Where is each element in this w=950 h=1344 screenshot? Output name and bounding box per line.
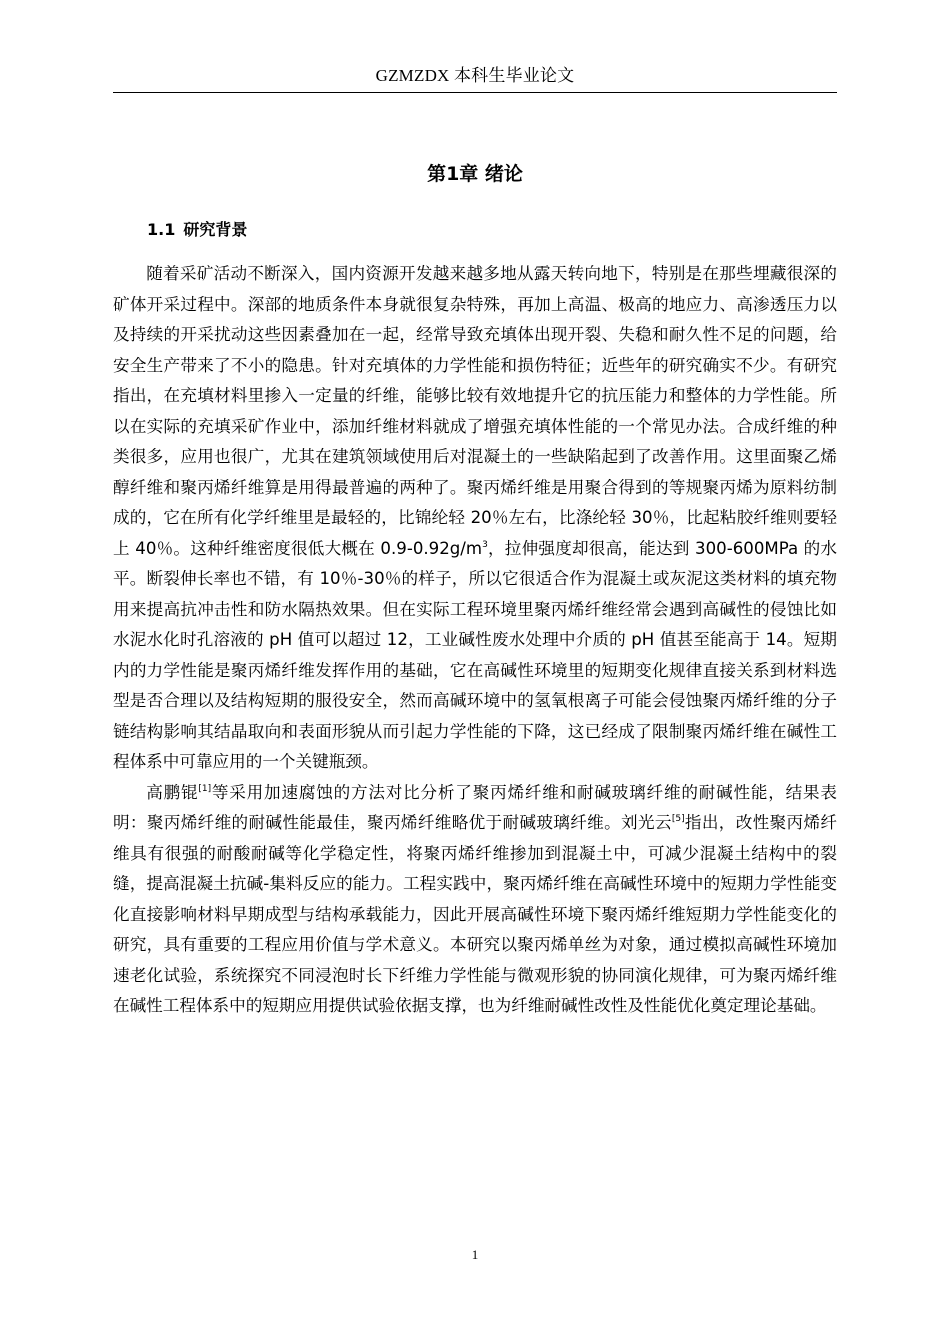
paragraph-1: [113, 259, 837, 778]
paragraph-2-part-b: 等采用加速腐蚀的方法对比分析了聚丙烯纤维和耐碱玻璃纤维的耐碱性能，结果表明：聚丙烯纤维的耐碱性能最佳，聚丙烯纤维略优于耐碱玻璃纤维。刘光云: [113, 782, 838, 832]
paragraph-2-part-c: 指出，改性聚丙烯纤维具有很强的耐酸耐碱等化学稳定性，将聚丙烯纤维掺加到混凝土中，可减少混凝土结构中的裂缝，提高混凝土抗碱-集料反应的能力。工程实践中，聚丙烯纤维在高碱性环境中的短期力学性能变化直接影响材料早期成型与结构承载能力，因此开展高碱性环境下聚丙烯纤维短期力学性能变化的研究，具有重要的工程应用价值与学术意义。本研究以聚丙烯单丝为对象，通过模拟高碱性环境加速老化试验，系统探究不同浸泡时长下纤维力学性能与微观形貌的协同演化规律，可为聚丙烯纤维在碱性工程体系中的短期应用提供试验依据支撑，也为纤维耐碱性改性及性能优化奠定理论基础。: [113, 813, 838, 1015]
body-text: [113, 259, 837, 1022]
citation-ref-1[interactable]: [1]: [198, 783, 212, 794]
paragraph-2: [113, 778, 837, 1022]
section-number: 1.1: [147, 220, 176, 239]
section-title-text: 研究背景: [183, 220, 248, 239]
superscript-exponent: 3: [482, 539, 488, 550]
citation-ref-5[interactable]: [5]: [671, 814, 685, 824]
header-rule: [113, 92, 837, 93]
paragraph-1-part-a: 随着采矿活动不断深入，国内资源开发越来越多地从露天转向地下，特别是在那些埋藏很深的矿体开采过程中。深部的地质条件本身就很复杂特殊，再加上高温、极高的地应力、高渗透压力以及持续的开采扰动这些因素叠加在一起，经常导致充填体出现开裂、失稳和耐久性不足的问题，给安全生产带来了不小的隐患。针对充填体的力学性能和损伤特征；近些年的研究确实不少。有研究指出，在充填材料里掺入一定量的纤维，能够比较有效地提升它的抗压能力和整体的力学性能。所以在实际的充填采矿作业中，添加纤维材料就成了增强充填体性能的一个常见办法。合成纤维的种类很多，应用也很广，尤其在建筑领域使用后对混凝土的一些缺陷起到了改善作用。这里面聚乙烯醇纤维和聚丙烯纤维算是用得最普遍的两种了。聚丙烯纤维是用聚合得到的等规聚丙烯为原料纺制成的，它在所有化学纤维里是最轻的，比锦纶轻 20％左右，比涤纶轻 30％，比起粘胶纤维则要轻上 40％。这种纤维密度很低大概在 0.9-0.92g/m: [113, 264, 837, 558]
chapter-title: 第1章 绪论: [427, 163, 523, 185]
paragraph-2-part-a: 高鹏锟: [146, 782, 199, 802]
paragraph-1-part-b: ，拉伸强度却很高，能达到 300-600MPa 的水平。断裂伸长率也不错，有 10％-30％的样子，所以它很适合作为混凝土或灰泥这类材料的填充物用来提高抗冲击性和防水隔热效果。但在实际工程环境里聚丙烯纤维经常会遇到高碱性的侵蚀比如水泥水化时孔溶液的 pH 值可以超过 12，工业碱性废水处理中介质的 pH 值甚至能高于 14。短期内的力学性能是聚丙烯纤维发挥作用的基础，它在高碱性环境里的短期变化规律直接关系到材料选型是否合理以及结构短期的服役安全，然而高碱环境中的氢氧根离子可能会侵蚀聚丙烯纤维的分子链结构影响其结晶取向和表面形貌从而引起力学性能的下降，这已经成了限制聚丙烯纤维在碱性工程体系中可靠应用的一个关键瓶颈。: [113, 538, 837, 771]
section-heading: [147, 218, 247, 242]
running-header: GZMZDX 本科生毕业论文: [375, 66, 575, 85]
page-number: 1: [471, 1247, 479, 1262]
